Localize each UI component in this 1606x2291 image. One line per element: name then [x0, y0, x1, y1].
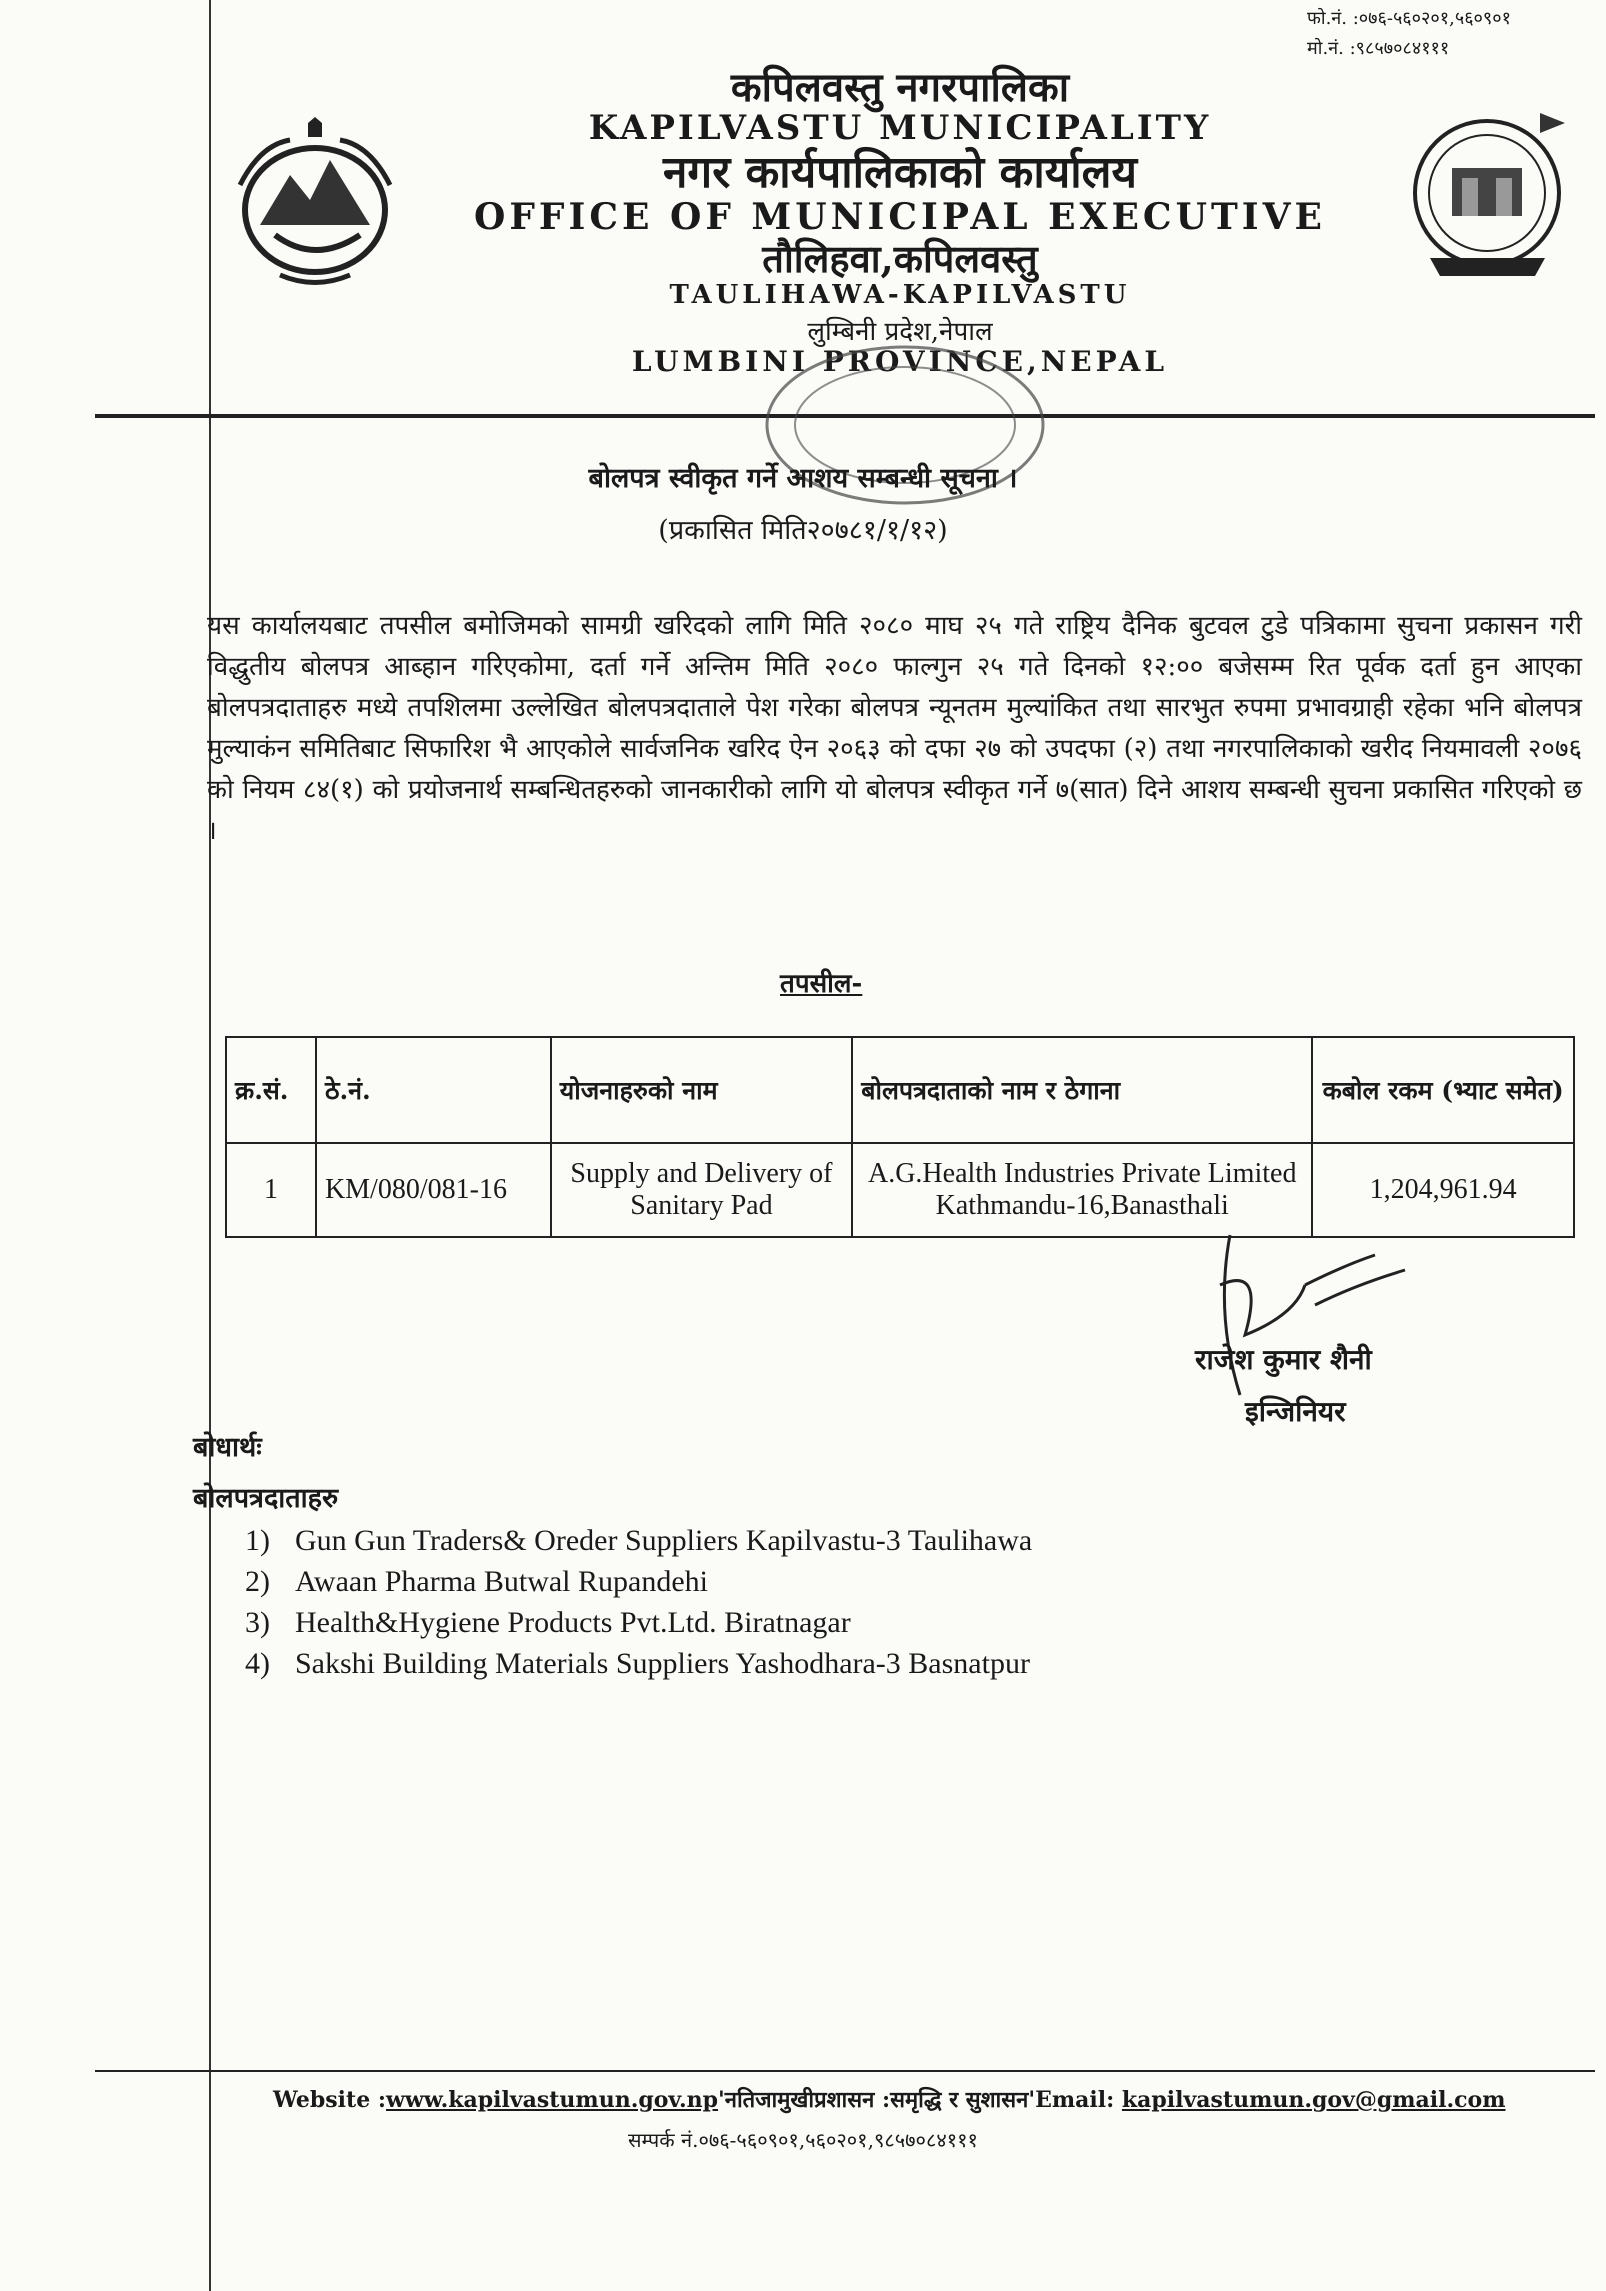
- province-english: LUMBINI PROVINCE,NEPAL: [631, 345, 1169, 378]
- place-english: TAULIHAWA-KAPILVASTU: [669, 280, 1131, 310]
- signer-title: इन्जिनियर: [1245, 1395, 1346, 1428]
- cc-label: बोधार्थः: [193, 1432, 262, 1463]
- office-name-nepali: नगर कार्यपालिकाको कार्यालय: [663, 147, 1137, 198]
- list-item: 2) Awaan Pharma Butwal Rupandehi: [245, 1565, 708, 1598]
- published-date: (प्रकासित मिति२०७८१/१/१२): [658, 515, 948, 546]
- place-nepali: तौलिहवा,कपिलवस्तु: [762, 236, 1038, 281]
- list-item: 4) Sakshi Building Materials Suppliers Yashodhara-3 Basnatpur: [245, 1647, 1030, 1680]
- office-name-english: OFFICE OF MUNICIPAL EXECUTIVE: [474, 196, 1326, 238]
- cell-contract-no: KM/080/081-16: [316, 1143, 551, 1237]
- nepal-emblem-icon: [220, 115, 410, 290]
- mobile-number: मो.नं. :९८५७०८४१११: [1307, 38, 1450, 59]
- list-item: 3) Health&Hygiene Products Pvt.Ltd. Biratnagar: [245, 1606, 851, 1639]
- table-row: [226, 1143, 1574, 1237]
- notice-body: यस कार्यालयबाट तपसील बमोजिमको सामग्री खरिदको लागि मिति २०८० माघ २५ गते राष्ट्रिय दैनिक बुटवल टुडे पत्रिकामा सुचना प्रकासन गरी विद्धुतीय बोलपत्र आब्हान गरिएकोमा, दर्ता गर्ने अन्तिम मिति २०८० फाल्गुन २५ गते दिनको १२:०० बजेसम्म रित पूर्वक दर्ता हुन आएका बोलपत्रदाताहरु मध्ये तपशिलमा उल्लेखित बोलपत्रदाताले पेश गरेका बोलपत्र न्यूनतम मुल्यांकित तथा सारभुत रुपमा प्रभावग्राही रहेका भनि बोलपत्र मुल्याकंन समितिबाट सिफारिश भै आएकोले सार्वजनिक खरिद ऐन २०६३ को दफा २७ को उपदफा (२) तथा नगरपालिकाको खरीद नियमावली २०७६ को नियम ८४(१) को प्रयोजनार्थ सम्बन्धितहरुको जानकारीको लागि यो बोलपत्र स्वीकृत गर्ने ७(सात) दिने आशय सम्बन्धी सुचना प्रकासित गरिएको छ ।: [207, 611, 1582, 846]
- cc-sublabel: बोलपत्रदाताहरु: [193, 1483, 339, 1514]
- left-margin-rule: [209, 0, 211, 2291]
- email-link[interactable]: kapilvastumun.gov@gmail.com: [1121, 2087, 1506, 2113]
- cell-bidder: A.G.Health Industries Private Limited Kathmandu-16,Banasthali: [852, 1143, 1312, 1237]
- signer-name: राजेश कुमार शैनी: [1195, 1343, 1372, 1376]
- municipality-name-english: KAPILVASTU MUNICIPALITY: [588, 108, 1212, 148]
- slogan: 'नतिजामुखीप्रशासन :समृद्धि र सुशासन': [718, 2087, 1036, 2113]
- footer-contact: Website :www.kapilvastumun.gov.np'नतिजामुखीप्रशासन :समृद्धि र सुशासन'Email: kapilvastumun.gov@gmail.com: [273, 2087, 1506, 2113]
- province-nepali: लुम्बिनी प्रदेश,नेपाल: [807, 317, 993, 347]
- notice-title: बोलपत्र स्वीकृत गर्ने आशय सम्बन्धी सूचना ।: [588, 463, 1018, 494]
- cc-list: [245, 1520, 1032, 1684]
- contact-numbers: [1307, 4, 1511, 64]
- table-header-row: [226, 1037, 1574, 1143]
- footer-phone: सम्पर्क नं.०७६-५६०९०१,५६०२०१,९८५७०८४१११: [628, 2128, 978, 2152]
- website-link[interactable]: www.kapilvastumun.gov.np: [385, 2087, 719, 2113]
- tender-table: [225, 1036, 1575, 1238]
- municipality-seal-icon: [1400, 108, 1575, 283]
- col-header-bidder: बोलपत्रदाताको नाम र ठेगाना: [852, 1037, 1312, 1143]
- col-header-sn: क्र.सं.: [226, 1037, 316, 1143]
- cell-amount: 1,204,961.94: [1312, 1143, 1574, 1237]
- col-header-amount: कबोल रकम (भ्याट समेत): [1312, 1037, 1574, 1143]
- col-header-project-name: योजनाहरुको नाम: [551, 1037, 852, 1143]
- municipality-name-nepali: कपिलवस्तु नगरपालिका: [730, 64, 1070, 111]
- cell-sn: 1: [226, 1143, 316, 1237]
- cell-project-name: Supply and Delivery of Sanitary Pad: [551, 1143, 852, 1237]
- phone-number: फो.नं. :०७६-५६०२०१,५६०९०१: [1307, 8, 1511, 29]
- footer-divider: [95, 2070, 1595, 2072]
- col-header-contract-no: ठे.नं.: [316, 1037, 551, 1143]
- list-item: 1) Gun Gun Traders& Oreder Suppliers Kapilvastu-3 Taulihawa: [245, 1524, 1033, 1557]
- details-label: तपसील-: [780, 969, 863, 999]
